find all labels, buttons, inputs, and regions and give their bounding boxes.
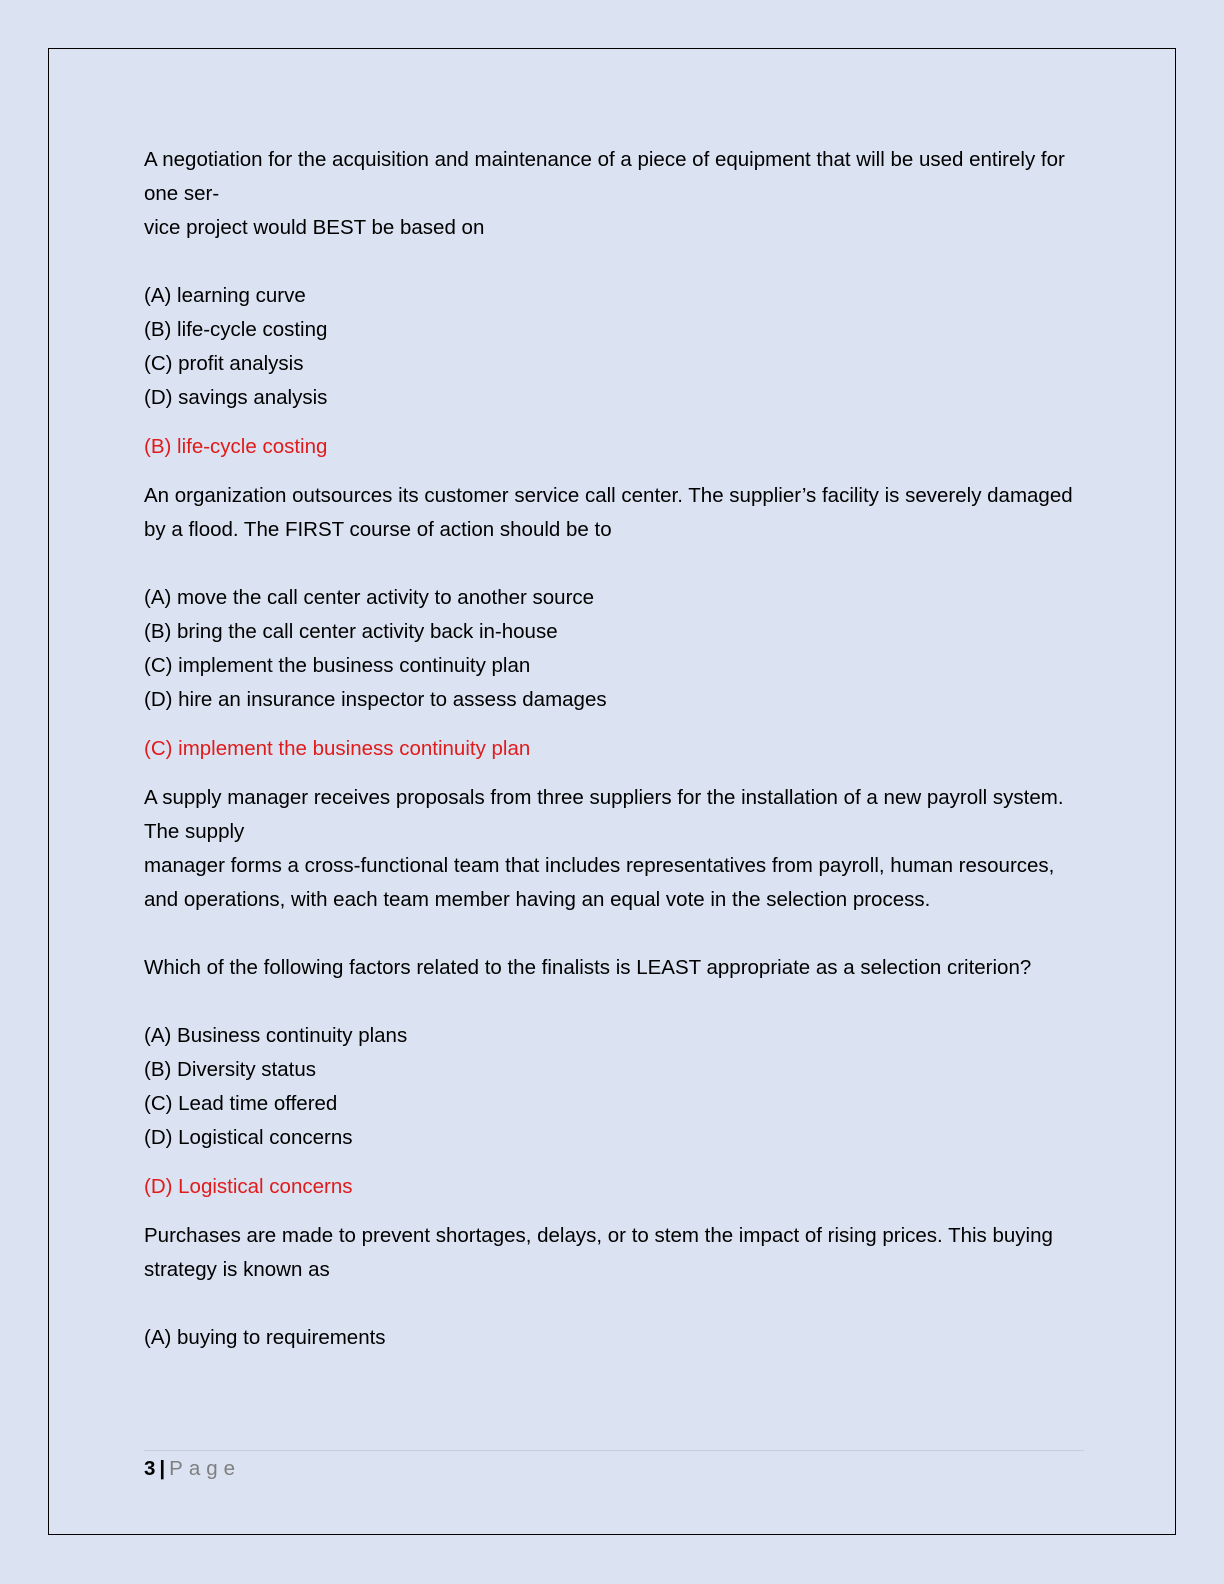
page-label: Page xyxy=(169,1457,242,1480)
option-d: (D) savings analysis xyxy=(144,386,328,409)
question-stem: Purchases are made to prevent shortages, delays, or to stem the impact of rising prices. This buying strategy is known as xyxy=(144,1224,1053,1281)
question-stem: manager forms a cross-functional team that includes representatives from payroll, human resources, and operations, with each team member having an equal vote in the selection process. xyxy=(144,854,1055,911)
page-number: 3 xyxy=(144,1457,156,1480)
option-a: (A) learning curve xyxy=(144,284,306,307)
document-body xyxy=(144,143,1084,1355)
question-block xyxy=(144,781,1084,1204)
option-a: (A) move the call center activity to another source xyxy=(144,586,595,609)
question-block xyxy=(144,143,1084,464)
question-prompt: Which of the following factors related to the finalists is LEAST appropriate as a selection criterion? xyxy=(144,956,1032,979)
option-a: (A) Business continuity plans xyxy=(144,1024,408,1047)
question-stem: A supply manager receives proposals from three suppliers for the installation of a new payroll system. The supply xyxy=(144,786,1064,843)
footer-divider xyxy=(144,1450,1084,1451)
option-d: (D) Logistical concerns xyxy=(144,1126,353,1149)
option-b: (B) bring the call center activity back in-house xyxy=(144,620,558,643)
question-stem: An organization outsources its customer service call center. The supplier’s facility is severely damaged by a flood. The FIRST course of action should be to xyxy=(144,484,1073,541)
option-c: (C) profit analysis xyxy=(144,352,304,375)
answer-text: (C) implement the business continuity plan xyxy=(144,737,531,760)
option-c: (C) implement the business continuity plan xyxy=(144,654,531,677)
option-d: (D) hire an insurance inspector to assess damages xyxy=(144,688,607,711)
option-b: (B) life-cycle costing xyxy=(144,318,328,341)
option-b: (B) Diversity status xyxy=(144,1058,316,1081)
option-a: (A) buying to requirements xyxy=(144,1326,386,1349)
answer-text: (D) Logistical concerns xyxy=(144,1175,353,1198)
option-c: (C) Lead time offered xyxy=(144,1092,338,1115)
question-stem: A negotiation for the acquisition and maintenance of a piece of equipment that will be used entirely for one ser- xyxy=(144,148,1065,205)
question-block xyxy=(144,479,1084,766)
question-stem: vice project would BEST be based on xyxy=(144,216,485,239)
footer-separator: | xyxy=(159,1457,166,1480)
page-footer xyxy=(144,1452,241,1486)
question-block xyxy=(144,1219,1084,1355)
answer-text: (B) life-cycle costing xyxy=(144,435,328,458)
